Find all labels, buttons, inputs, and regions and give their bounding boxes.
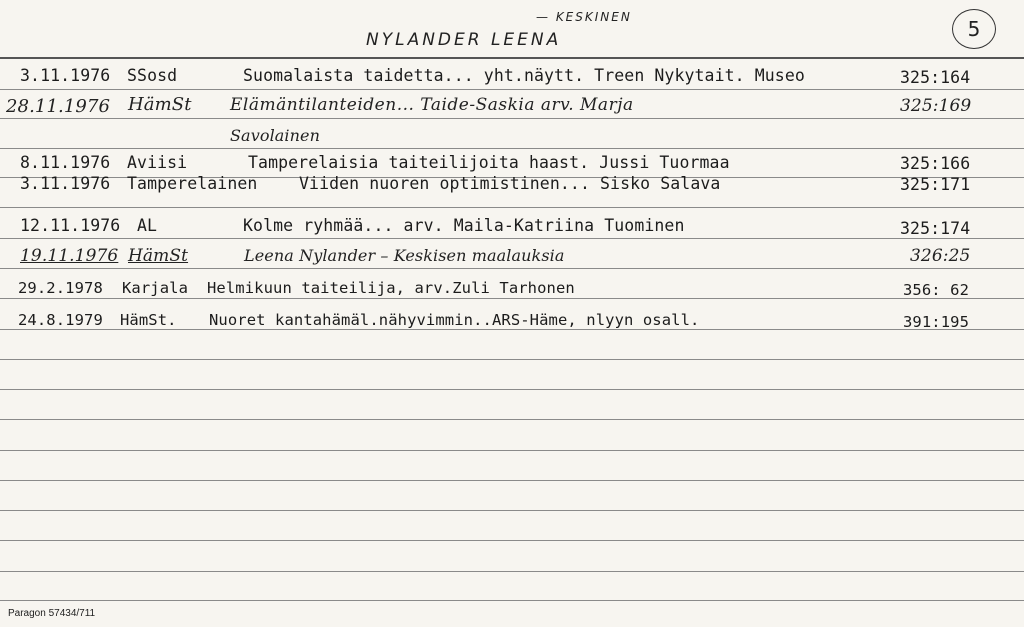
entry-text: Elämäntilanteiden... Taide-Saskia arv. Marja	[230, 95, 634, 115]
entry-date: 8.11.1976	[20, 153, 111, 172]
rule-line	[0, 540, 1024, 541]
rule-line	[0, 600, 1024, 601]
entry-text: Suomalaista taidetta... yht.näytt. Treen Nykytait. Museo	[243, 66, 805, 85]
entry-date: 12.11.1976	[20, 216, 121, 235]
rule-line	[0, 510, 1024, 511]
card-number-badge	[952, 9, 996, 49]
rule-line	[0, 238, 1024, 239]
entry-source: SSosd	[127, 66, 178, 85]
printer-imprint: Paragon 57434/711	[8, 608, 96, 619]
entry-ref: 325:164	[900, 68, 971, 87]
entry-source: AL	[137, 216, 158, 235]
card-number: 5	[967, 17, 981, 41]
entry-source: HämSt.	[120, 311, 177, 329]
rule-line	[0, 207, 1024, 208]
entry-ref: 391:195	[903, 313, 970, 331]
rule-line	[0, 480, 1024, 481]
entry-text: Nuoret kantahämäl.nähyvimmin..ARS-Häme, nlyyn osall.	[209, 311, 700, 329]
card-header-correction: — KESKINEN	[536, 10, 632, 24]
entry-ref: 356: 62	[903, 281, 970, 299]
rule-line	[0, 389, 1024, 390]
rule-line	[0, 419, 1024, 420]
card-header-name: NYLANDER LEENA	[366, 30, 562, 50]
entry-source: Aviisi	[127, 153, 188, 172]
entry-source: Tamperelainen	[127, 174, 258, 193]
entry-ref: 325:169	[900, 96, 972, 116]
entry-date: 19.11.1976	[20, 246, 119, 266]
entry-ref: 325:174	[900, 219, 971, 238]
entry-date: 3.11.1976	[20, 66, 111, 85]
entry-ref: 325:171	[900, 175, 971, 194]
entry-text: Helmikuun taiteilija, arv.Zuli Tarhonen	[207, 279, 575, 297]
entry-date: 3.11.1976	[20, 174, 111, 193]
entry-text: Kolme ryhmää... arv. Maila-Katriina Tuominen	[243, 216, 685, 235]
rule-line	[0, 298, 1024, 299]
rule-line	[0, 359, 1024, 360]
entry-source: HämSt	[128, 246, 189, 266]
entry-text: Tamperelaisia taiteilijoita haast. Jussi Tuormaa	[248, 153, 730, 172]
entry-ref: 326:25	[910, 246, 971, 266]
entry-ref: 325:166	[900, 154, 971, 173]
rule-line	[0, 57, 1024, 59]
entry-date: 29.2.1978	[18, 279, 103, 297]
entry-source: Karjala	[122, 279, 189, 297]
entry-source: HämSt	[128, 94, 192, 115]
entry-date: 24.8.1979	[18, 311, 103, 329]
entry-text: Viiden nuoren optimistinen... Sisko Salava	[299, 174, 721, 193]
entry-date: 28.11.1976	[6, 96, 111, 117]
rule-line	[0, 450, 1024, 451]
rule-line	[0, 268, 1024, 269]
rule-line	[0, 148, 1024, 149]
entry-text: Savolainen	[230, 126, 321, 145]
rule-line	[0, 118, 1024, 119]
rule-line	[0, 89, 1024, 90]
rule-line	[0, 329, 1024, 330]
entry-text: Leena Nylander – Keskisen maalauksia	[244, 246, 565, 265]
rule-line	[0, 571, 1024, 572]
